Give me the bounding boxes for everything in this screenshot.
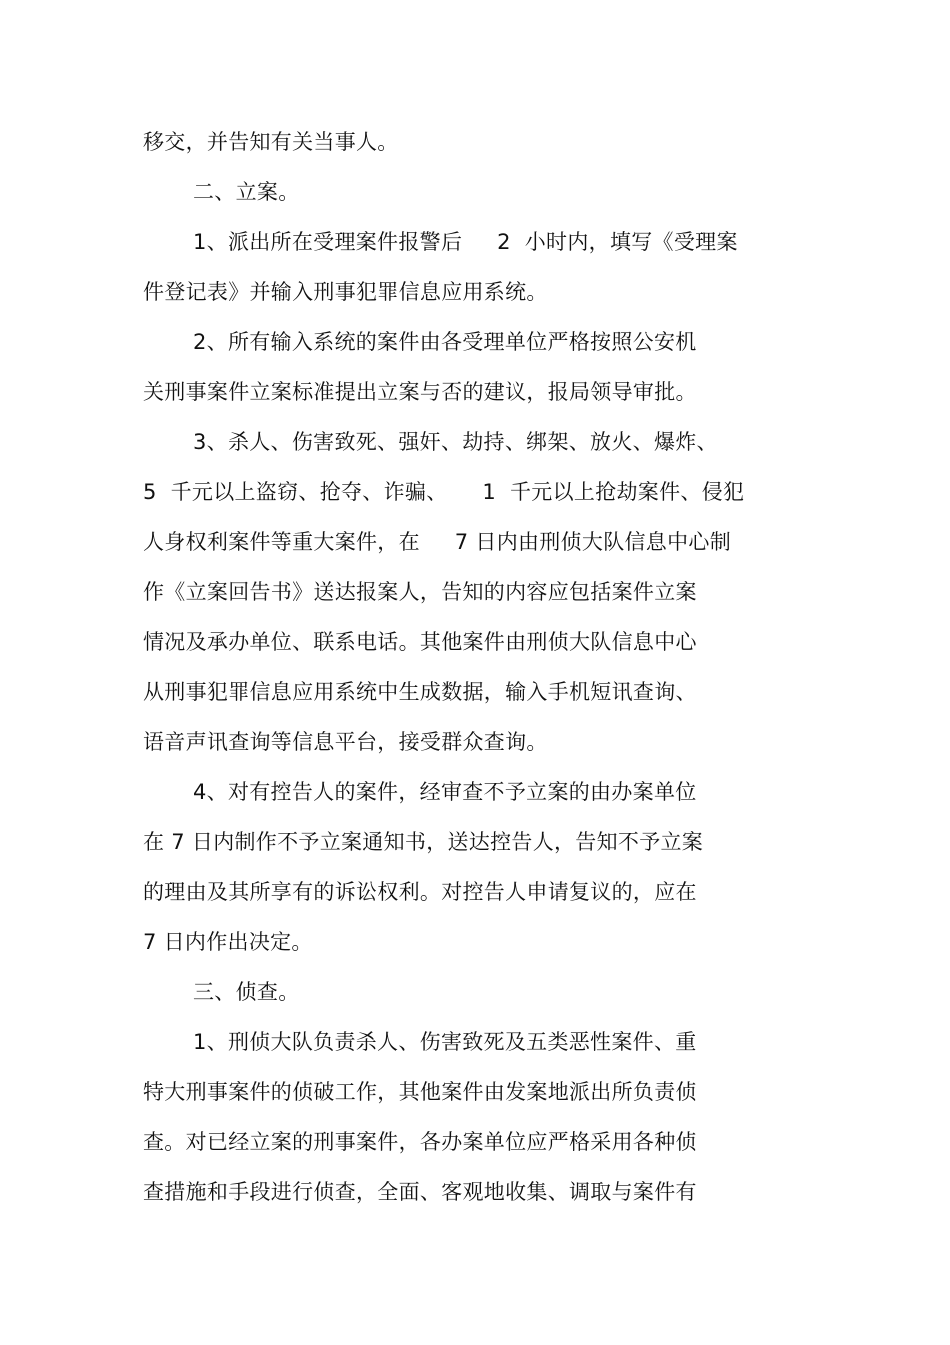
text-line: 特大刑事案件的侦破工作，其他案件由发案地派出所负责侦 — [143, 1080, 697, 1104]
text-line: 从刑事犯罪信息应用系统中生成数据，输入手机短讯查询、 — [143, 680, 697, 704]
text-line: 查措施和手段进行侦查，全面、客观地收集、调取与案件有 — [143, 1180, 697, 1204]
text-line: 3、杀人、伤害致死、强奸、劫持、绑架、放火、爆炸、 — [193, 430, 718, 454]
text-line: 人身权利案件等重大案件，在 7 日内由刑侦大队信息中心制 — [143, 530, 732, 554]
text-line: 作《立案回告书》送达报案人，告知的内容应包括案件立案 — [143, 580, 697, 604]
text-line: 4、对有控告人的案件，经审查不予立案的由办案单位 — [193, 780, 697, 804]
text-line: 2、所有输入系统的案件由各受理单位严格按照公安机 — [193, 330, 697, 354]
text-line: 件登记表》并输入刑事犯罪信息应用系统。 — [143, 280, 548, 304]
text-line: 情况及承办单位、联系电话。其他案件由刑侦大队信息中心 — [143, 630, 697, 654]
text-line: 1、刑侦大队负责杀人、伤害致死及五类恶性案件、重 — [193, 1030, 697, 1054]
text-line: 移交，并告知有关当事人。 — [143, 130, 399, 154]
text-line: 5 千元以上盗窃、抢夺、诈骗、 1 千元以上抢劫案件、侵犯 — [143, 480, 745, 504]
text-line: 在 7 日内制作不予立案通知书，送达控告人，告知不予立案 — [143, 830, 704, 854]
text-line: 的理由及其所享有的诉讼权利。对控告人申请复议的，应在 — [143, 880, 697, 904]
section-heading-filing: 二、立案。 — [193, 180, 300, 204]
text-line: 查。对已经立案的刑事案件，各办案单位应严格采用各种侦 — [143, 1130, 697, 1154]
text-line: 语音声讯查询等信息平台，接受群众查询。 — [143, 730, 548, 754]
text-line: 7 日内作出决定。 — [143, 930, 313, 954]
text-line: 1、派出所在受理案件报警后 2 小时内，填写《受理案 — [193, 230, 738, 254]
section-heading-investigation: 三、侦查。 — [193, 980, 300, 1004]
text-line: 关刑事案件立案标准提出立案与否的建议，报局领导审批。 — [143, 380, 697, 404]
